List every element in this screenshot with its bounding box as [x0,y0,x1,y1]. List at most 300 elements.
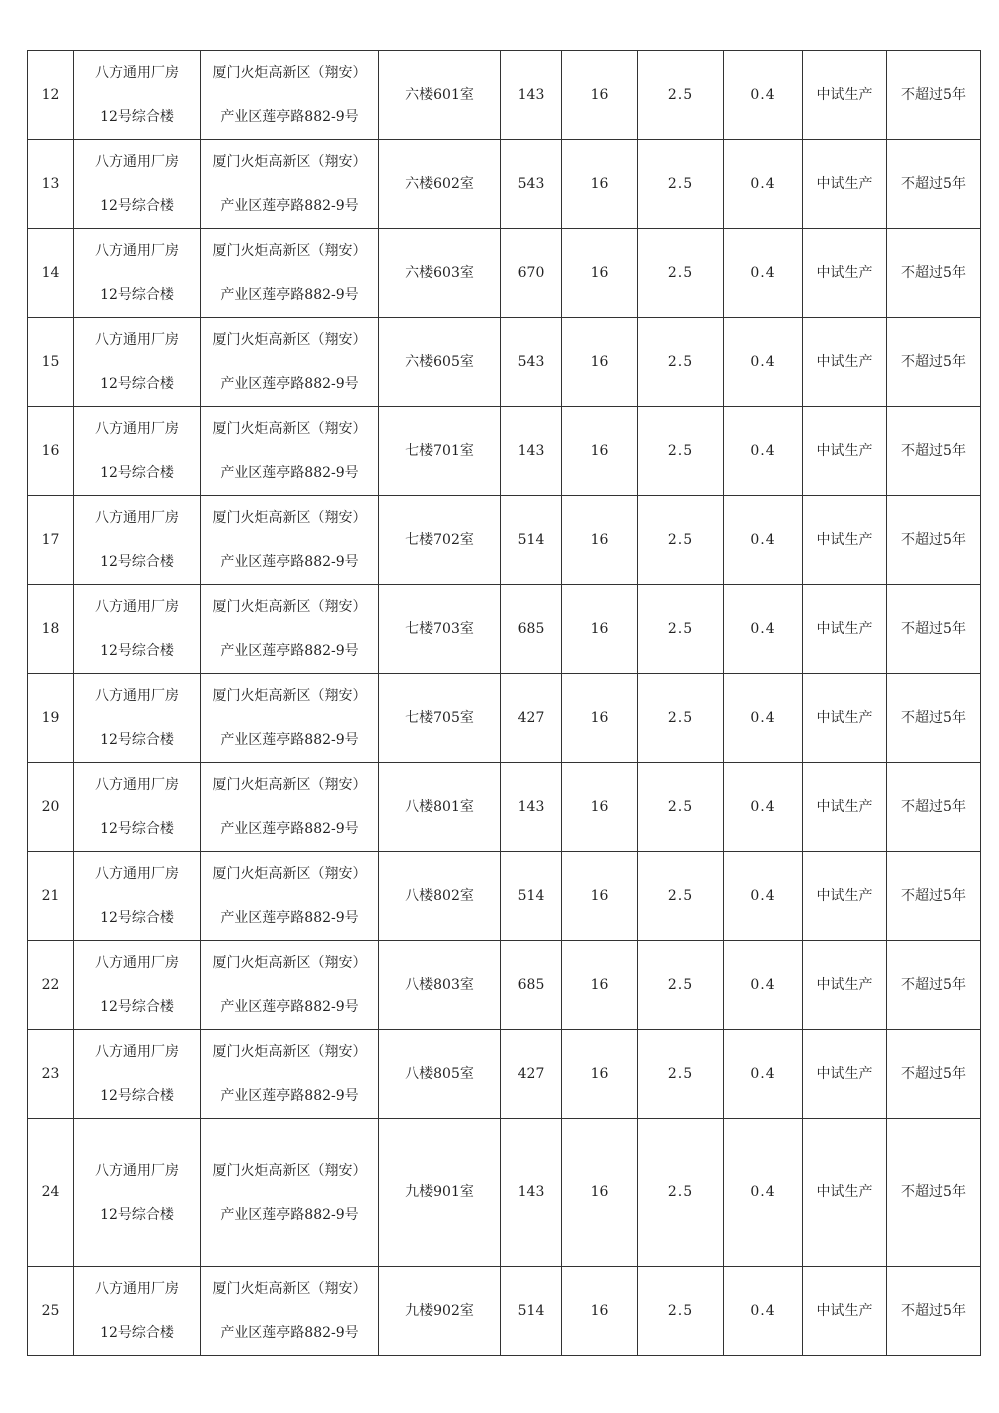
building-name-line2: 12号综合楼 [100,287,174,303]
building-name-line1: 八方通用厂房 [95,421,179,437]
building-name-line2: 12号综合楼 [100,1325,174,1341]
address-line2: 产业区莲亭路882-9号 [220,554,359,570]
building-name-line2: 12号综合楼 [100,1206,174,1223]
ratio-cell [724,318,803,407]
room-cell [379,941,501,1030]
address-cell [201,140,379,229]
table-row [28,229,981,318]
room-cell [379,140,501,229]
use-cell [803,1119,887,1267]
address-line2: 产业区莲亭路882-9号 [220,1325,359,1341]
table-row [28,1267,981,1356]
term-value: 不超过5年 [901,798,966,815]
term-value: 不超过5年 [901,531,966,548]
row-number-cell [28,1030,74,1119]
term-value: 不超过5年 [901,86,966,103]
term-value: 不超过5年 [901,442,966,459]
building-name-line2: 12号综合楼 [100,643,174,659]
use-cell [803,407,887,496]
building-cell [74,318,201,407]
load-cell [638,674,724,763]
floors-value: 16 [590,709,609,726]
term-value: 不超过5年 [901,709,966,726]
area-cell [501,229,562,318]
table-row [28,407,981,496]
address-cell [201,1119,379,1267]
area-value: 514 [517,887,545,904]
floors-cell [562,763,638,852]
floors-value: 16 [590,798,609,815]
area-cell [501,1030,562,1119]
room-number: 六楼601室 [405,86,474,103]
ratio-cell [724,1267,803,1356]
room-number: 九楼902室 [405,1302,474,1319]
usage-value: 中试生产 [816,264,873,281]
term-cell [887,585,981,674]
address-line1: 厦门火炬高新区（翔安） [212,243,367,259]
room-number: 九楼901室 [405,1184,474,1201]
floors-value: 16 [590,86,609,103]
room-cell [379,1267,501,1356]
floors-value: 16 [590,264,609,281]
floors-value: 16 [590,620,609,637]
ratio-value: 0.4 [750,1065,776,1082]
area-cell [501,852,562,941]
address-cell [201,318,379,407]
room-cell [379,585,501,674]
term-value: 不超过5年 [901,264,966,281]
load-value: 2.5 [667,1302,694,1319]
area-cell [501,318,562,407]
use-cell [803,585,887,674]
address-line2: 产业区莲亭路882-9号 [220,109,359,125]
room-cell [379,229,501,318]
row-number: 12 [41,86,60,103]
address-line2: 产业区莲亭路882-9号 [220,732,359,748]
room-cell [379,852,501,941]
room-number: 八楼801室 [405,798,474,815]
building-name-line1: 八方通用厂房 [95,777,179,793]
address-cell [201,852,379,941]
building-cell [74,407,201,496]
load-value: 2.5 [667,442,694,459]
table-body [28,51,981,1356]
term-cell [887,1119,981,1267]
table-row [28,585,981,674]
load-value: 2.5 [667,1184,694,1201]
area-cell [501,1119,562,1267]
term-cell [887,229,981,318]
usage-value: 中试生产 [816,1065,873,1082]
building-name-line1: 八方通用厂房 [95,599,179,615]
building-cell [74,852,201,941]
floors-cell [562,229,638,318]
floors-cell [562,585,638,674]
floors-value: 16 [590,175,609,192]
building-name-line1: 八方通用厂房 [95,1044,179,1060]
floors-value: 16 [590,531,609,548]
term-value: 不超过5年 [901,353,966,370]
address-line2: 产业区莲亭路882-9号 [220,376,359,392]
area-value: 143 [517,1184,545,1201]
room-cell [379,763,501,852]
usage-value: 中试生产 [816,620,873,637]
ratio-cell [724,1119,803,1267]
building-name-line2: 12号综合楼 [100,821,174,837]
address-cell [201,763,379,852]
floors-cell [562,318,638,407]
row-number: 23 [41,1065,60,1082]
use-cell [803,496,887,585]
usage-value: 中试生产 [816,442,873,459]
usage-value: 中试生产 [816,353,873,370]
floors-cell [562,407,638,496]
ratio-cell [724,51,803,140]
floors-cell [562,1119,638,1267]
floors-cell [562,941,638,1030]
area-cell [501,407,562,496]
row-number-cell [28,1267,74,1356]
area-value: 514 [517,1302,545,1319]
address-line1: 厦门火炬高新区（翔安） [212,154,367,170]
ratio-value: 0.4 [750,86,776,103]
address-line1: 厦门火炬高新区（翔安） [212,421,367,437]
building-name-line1: 八方通用厂房 [95,332,179,348]
ratio-value: 0.4 [750,887,776,904]
load-value: 2.5 [667,531,694,548]
building-cell [74,941,201,1030]
floors-value: 16 [590,976,609,993]
load-value: 2.5 [667,620,694,637]
usage-value: 中试生产 [816,531,873,548]
room-cell [379,407,501,496]
building-name-line2: 12号综合楼 [100,732,174,748]
row-number: 16 [41,442,60,459]
load-cell [638,318,724,407]
building-cell [74,585,201,674]
address-cell [201,941,379,1030]
row-number-cell [28,585,74,674]
load-value: 2.5 [667,798,694,815]
load-value: 2.5 [667,1065,694,1082]
load-cell [638,585,724,674]
term-cell [887,674,981,763]
building-name-line2: 12号综合楼 [100,465,174,481]
table-row [28,852,981,941]
table-row [28,1030,981,1119]
building-cell [74,1119,201,1267]
use-cell [803,140,887,229]
ratio-value: 0.4 [750,620,776,637]
area-value: 670 [517,264,545,281]
usage-value: 中试生产 [816,887,873,904]
room-cell [379,1119,501,1267]
room-cell [379,318,501,407]
building-cell [74,229,201,318]
area-value: 143 [517,798,545,815]
area-cell [501,763,562,852]
address-line2: 产业区莲亭路882-9号 [220,287,359,303]
ratio-value: 0.4 [750,264,776,281]
room-number: 七楼701室 [405,442,474,459]
term-cell [887,852,981,941]
address-cell [201,585,379,674]
term-cell [887,941,981,1030]
load-cell [638,140,724,229]
table-row [28,674,981,763]
address-cell [201,674,379,763]
address-cell [201,407,379,496]
ratio-cell [724,229,803,318]
row-number: 14 [41,264,60,281]
building-name-line1: 八方通用厂房 [95,65,179,81]
use-cell [803,941,887,1030]
load-cell [638,229,724,318]
address-line1: 厦门火炬高新区（翔安） [212,510,367,526]
use-cell [803,763,887,852]
building-cell [74,1267,201,1356]
floors-value: 16 [590,1065,609,1082]
area-cell [501,585,562,674]
building-name-line2: 12号综合楼 [100,910,174,926]
row-number-cell [28,318,74,407]
room-number: 七楼705室 [405,709,474,726]
property-table [27,50,981,1356]
row-number: 20 [41,798,60,815]
room-cell [379,674,501,763]
term-cell [887,763,981,852]
ratio-cell [724,585,803,674]
address-cell [201,1267,379,1356]
table-row [28,1119,981,1267]
usage-value: 中试生产 [816,175,873,192]
ratio-value: 0.4 [750,709,776,726]
row-number: 25 [41,1302,60,1319]
row-number-cell [28,1119,74,1267]
building-name-line2: 12号综合楼 [100,1088,174,1104]
building-name-line1: 八方通用厂房 [95,1281,179,1297]
area-value: 427 [517,709,545,726]
building-cell [74,140,201,229]
floors-value: 16 [590,353,609,370]
address-line1: 厦门火炬高新区（翔安） [212,332,367,348]
load-value: 2.5 [667,976,694,993]
floors-cell [562,496,638,585]
building-name-line2: 12号综合楼 [100,109,174,125]
term-cell [887,407,981,496]
load-cell [638,1119,724,1267]
address-line2: 产业区莲亭路882-9号 [220,1088,359,1104]
ratio-cell [724,941,803,1030]
term-value: 不超过5年 [901,620,966,637]
address-line2: 产业区莲亭路882-9号 [220,643,359,659]
ratio-cell [724,763,803,852]
use-cell [803,1267,887,1356]
ratio-cell [724,674,803,763]
use-cell [803,229,887,318]
building-name-line1: 八方通用厂房 [95,866,179,882]
term-value: 不超过5年 [901,1184,966,1201]
floors-value: 16 [590,442,609,459]
load-value: 2.5 [667,887,694,904]
use-cell [803,51,887,140]
row-number-cell [28,852,74,941]
building-cell [74,51,201,140]
row-number: 13 [41,175,60,192]
address-line1: 厦门火炬高新区（翔安） [212,1162,367,1179]
usage-value: 中试生产 [816,709,873,726]
row-number: 19 [41,709,60,726]
building-name-line1: 八方通用厂房 [95,688,179,704]
room-number: 八楼802室 [405,887,474,904]
address-line2: 产业区莲亭路882-9号 [220,910,359,926]
row-number-cell [28,674,74,763]
building-name-line1: 八方通用厂房 [95,955,179,971]
term-cell [887,496,981,585]
term-cell [887,318,981,407]
usage-value: 中试生产 [816,1302,873,1319]
area-value: 143 [517,86,545,103]
area-cell [501,1267,562,1356]
address-cell [201,229,379,318]
address-line1: 厦门火炬高新区（翔安） [212,688,367,704]
load-value: 2.5 [667,709,694,726]
table-row [28,496,981,585]
row-number-cell [28,51,74,140]
table-row [28,941,981,1030]
ratio-value: 0.4 [750,798,776,815]
address-line2: 产业区莲亭路882-9号 [220,1206,359,1223]
address-line1: 厦门火炬高新区（翔安） [212,65,367,81]
area-cell [501,51,562,140]
table-row [28,763,981,852]
room-cell [379,51,501,140]
area-value: 427 [517,1065,545,1082]
room-number: 六楼605室 [405,353,474,370]
floors-cell [562,674,638,763]
load-value: 2.5 [667,86,694,103]
area-value: 543 [517,175,545,192]
row-number: 18 [41,620,60,637]
ratio-cell [724,852,803,941]
building-name-line1: 八方通用厂房 [95,1162,179,1179]
usage-value: 中试生产 [816,86,873,103]
table-row [28,51,981,140]
building-name-line2: 12号综合楼 [100,999,174,1015]
building-name-line2: 12号综合楼 [100,376,174,392]
building-cell [74,496,201,585]
row-number: 24 [41,1184,60,1201]
term-cell [887,140,981,229]
area-cell [501,140,562,229]
floors-cell [562,1267,638,1356]
address-cell [201,1030,379,1119]
ratio-cell [724,1030,803,1119]
address-line1: 厦门火炬高新区（翔安） [212,955,367,971]
room-number: 六楼603室 [405,264,474,281]
load-cell [638,763,724,852]
ratio-value: 0.4 [750,353,776,370]
load-cell [638,1030,724,1119]
load-cell [638,51,724,140]
ratio-cell [724,496,803,585]
term-cell [887,51,981,140]
row-number: 21 [41,887,60,904]
room-number: 八楼803室 [405,976,474,993]
row-number-cell [28,496,74,585]
row-number-cell [28,140,74,229]
row-number-cell [28,941,74,1030]
floors-value: 16 [590,1302,609,1319]
address-line1: 厦门火炬高新区（翔安） [212,599,367,615]
room-cell [379,1030,501,1119]
floors-cell [562,140,638,229]
address-cell [201,496,379,585]
usage-value: 中试生产 [816,798,873,815]
row-number: 17 [41,531,60,548]
floors-cell [562,1030,638,1119]
load-cell [638,852,724,941]
room-number: 七楼702室 [405,531,474,548]
row-number: 22 [41,976,60,993]
load-value: 2.5 [667,175,694,192]
area-value: 143 [517,442,545,459]
use-cell [803,318,887,407]
building-name-line2: 12号综合楼 [100,198,174,214]
address-line2: 产业区莲亭路882-9号 [220,198,359,214]
usage-value: 中试生产 [816,1184,873,1201]
row-number-cell [28,763,74,852]
floors-value: 16 [590,1184,609,1201]
load-cell [638,407,724,496]
area-cell [501,941,562,1030]
term-value: 不超过5年 [901,1065,966,1082]
term-value: 不超过5年 [901,175,966,192]
address-line1: 厦门火炬高新区（翔安） [212,1281,367,1297]
floors-value: 16 [590,887,609,904]
term-cell [887,1267,981,1356]
term-value: 不超过5年 [901,1302,966,1319]
ratio-value: 0.4 [750,175,776,192]
term-cell [887,1030,981,1119]
table-row [28,318,981,407]
ratio-cell [724,140,803,229]
row-number: 15 [41,353,60,370]
table-row [28,140,981,229]
load-cell [638,1267,724,1356]
address-cell [201,51,379,140]
load-value: 2.5 [667,264,694,281]
ratio-value: 0.4 [750,1184,776,1201]
address-line1: 厦门火炬高新区（翔安） [212,1044,367,1060]
room-number: 八楼805室 [405,1065,474,1082]
use-cell [803,1030,887,1119]
area-cell [501,496,562,585]
area-cell [501,674,562,763]
building-cell [74,674,201,763]
address-line2: 产业区莲亭路882-9号 [220,821,359,837]
floors-cell [562,852,638,941]
address-line2: 产业区莲亭路882-9号 [220,465,359,481]
area-value: 514 [517,531,545,548]
ratio-value: 0.4 [750,442,776,459]
building-name-line1: 八方通用厂房 [95,510,179,526]
address-line1: 厦门火炬高新区（翔安） [212,866,367,882]
term-value: 不超过5年 [901,976,966,993]
room-number: 七楼703室 [405,620,474,637]
term-value: 不超过5年 [901,887,966,904]
building-name-line1: 八方通用厂房 [95,243,179,259]
